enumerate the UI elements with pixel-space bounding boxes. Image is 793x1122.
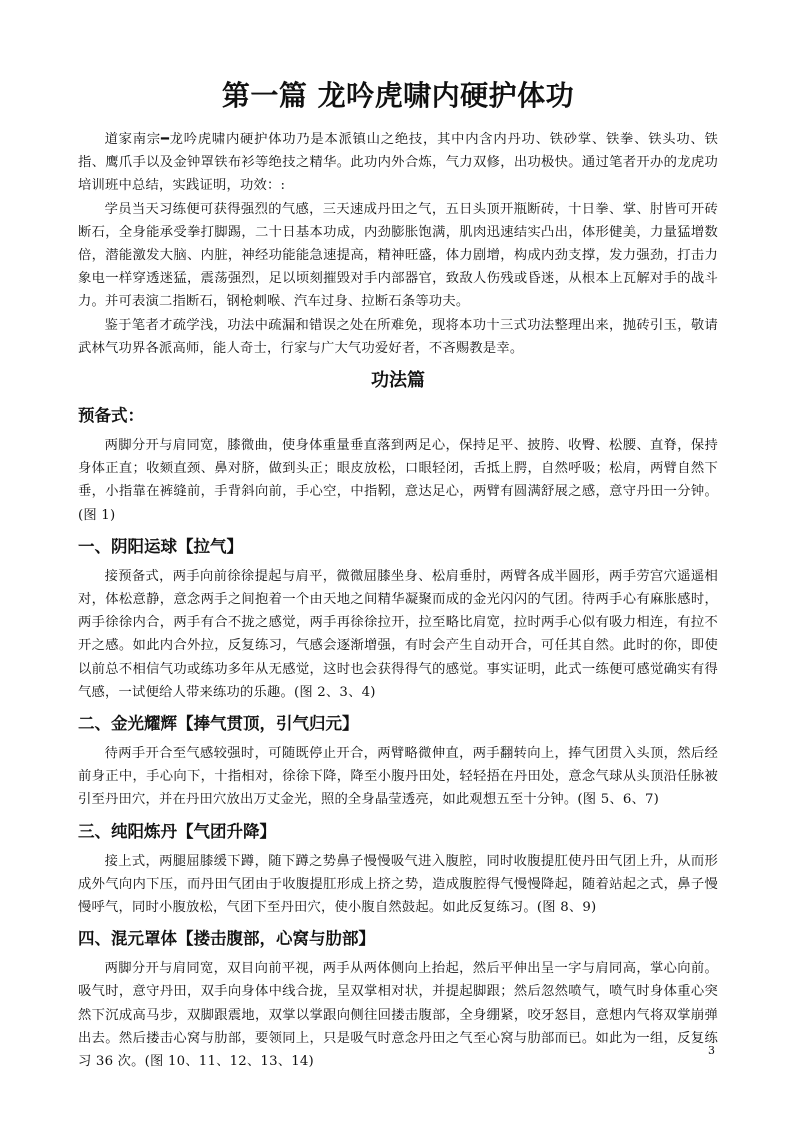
heading-form-4: 四、混元罩体【搂击腹部，心窝与肋部】 <box>78 929 375 949</box>
text-form-4: 两脚分开与肩同宽，双目向前平视，两手从两体侧向上抬起，然后平伸出呈一字与肩同高，掌心向前。吸气时，意守丹田，双手向身体中线合拢，呈双掌相对状，并提起脚跟；然后忽然喷气，喷气时身体重心突然下沉成高马步，双脚跟震地，双掌以掌跟向侧往回搂击腹部，全身绷紧，咬牙怒目，意想内气将双掌崩弹出去。然后搂击心窝与肋部，要领同上，只是吸气时意念丹田之气至心窝与肋部而已。如此为一组，反复练习 36 次。(图 10、11、12、13、14) <box>78 961 718 1070</box>
heading-form-3: 三、纯阳炼丹【气团升降】 <box>78 821 276 841</box>
heading-form-2: 二、金光耀辉【捧气贯顶，引气归元】 <box>78 714 359 734</box>
text-form-1: 接预备式，两手向前徐徐提起与肩平，微微屈膝坐身、松肩垂肘，两臂各成半圆形，两手劳宫穴遥遥相对，体松意静，意念两手之间抱着一个由天地之间精华凝聚而成的金光闪闪的气团。待两手心有麻胀感时，两手徐徐内合，两手有合不拢之感觉，两手再徐徐拉开，拉至略比肩宽，拉时两手心似有吸力相连，有拉不开之感。如此内合外拉，反复练习，气感会逐渐增强，有时会产生自动开合，可任其自然。此时的你，即使以前总不相信气功或练功多年从无感觉，这时也会获得得气的感觉。事实证明，此式一练便可感觉确实有得气感，一试便给人带来练功的乐趣。(图 2、3、4) <box>78 568 718 700</box>
intro-paragraph-3: 鉴于笔者才疏学浅，功法中疏漏和错误之处在所难免，现将本功十三式功法整理出来，抛砖引玉，敬请武林气功界各派高师，能人奇士，行家与广大气功爱好者，不吝赐教是幸。 <box>78 317 718 356</box>
text-form-3: 接上式，两腿屈膝缓下蹲，随下蹲之势鼻子慢慢吸气进入腹腔，同时收腹提肛使丹田气团上升，从而形成外气向内下压，而丹田气团由于收腹提肛形成上挤之势，造成腹腔得气慢慢降起，随着站起之式，鼻子慢慢呼气，同时小腹放松，气团下至丹田穴，使小腹自然鼓起。如此反复练习。(图 8、9) <box>78 853 718 916</box>
section-title: 功法篇 <box>371 370 425 392</box>
page-body <box>78 76 718 1073</box>
intro-paragraph-1: 道家南宗━龙吟虎啸内硬护体功乃是本派镇山之绝技，其中内含内丹功、铁砂掌、铁拳、铁头功、铁指、鹰爪手以及金钟罩铁布衫等绝技之精华。此功内外合炼，气力双修，出功极快。通过笔者开办的龙虎功培训班中总结，实践证明，功效：: <box>78 132 718 194</box>
page-number: 3 <box>708 1044 715 1057</box>
intro-paragraph-2: 学员当天习练便可获得强烈的气感，三天速成丹田之气，五日头顶开瓶断砖，十日拳、掌、肘皆可开砖断石，全身能承受拳打脚踢，二十日基本功成，内劲膨胀饱满，肌肉迅速结实凸出，体形健美，力量猛增数倍，潜能激发大脑、内脏，神经功能能急速提高，精神旺盛，体力剧增，构成内劲支撑，发力强劲，打击力象电一样穿透迷猛，震荡强烈，足以顷刻摧毁对手内部器官，致敌人伤残或昏迷，从根本上瓦解对手的战斗力。并可表演二指断石，钢枪刺喉、汽车过身、拉断石条等功夫。 <box>78 201 718 310</box>
text-preparation: 两脚分开与肩同宽，膝微曲，使身体重量垂直落到两足心，保持足平、披胯、收臀、松腰、直脊，保持身体正直；收颏直颈、鼻对脐，做到头正；眼皮放松，口眼轻闭，舌抵上腭，自然呼吸；松肩，两臂自然下垂，小指靠在裤缝前，手背斜向前，手心空，中指靷，意达足心，两臂有圆满舒展之感，意守丹田一分钟。(图 1) <box>78 438 718 523</box>
heading-preparation: 预备式： <box>78 406 144 426</box>
text-form-2: 待两手开合至气感较强时，可随既停止开合，两臂略微伸直，两手翻转向上，捧气团贯入头顶，然后经前身正中，手心向下，十指相对，徐徐下降，降至小腹丹田处，轻轻捂在丹田处，意念气球从头顶沿任脉被引至丹田穴，并在丹田穴放出万丈金光，照的全身晶莹透亮，如此观想五至十分钟。(图 5、6、7) <box>78 746 718 808</box>
page-title: 第一篇 龙吟虎啸内硬护体功 <box>221 79 575 112</box>
heading-form-1: 一、阴阳运球【拉气】 <box>78 536 243 556</box>
